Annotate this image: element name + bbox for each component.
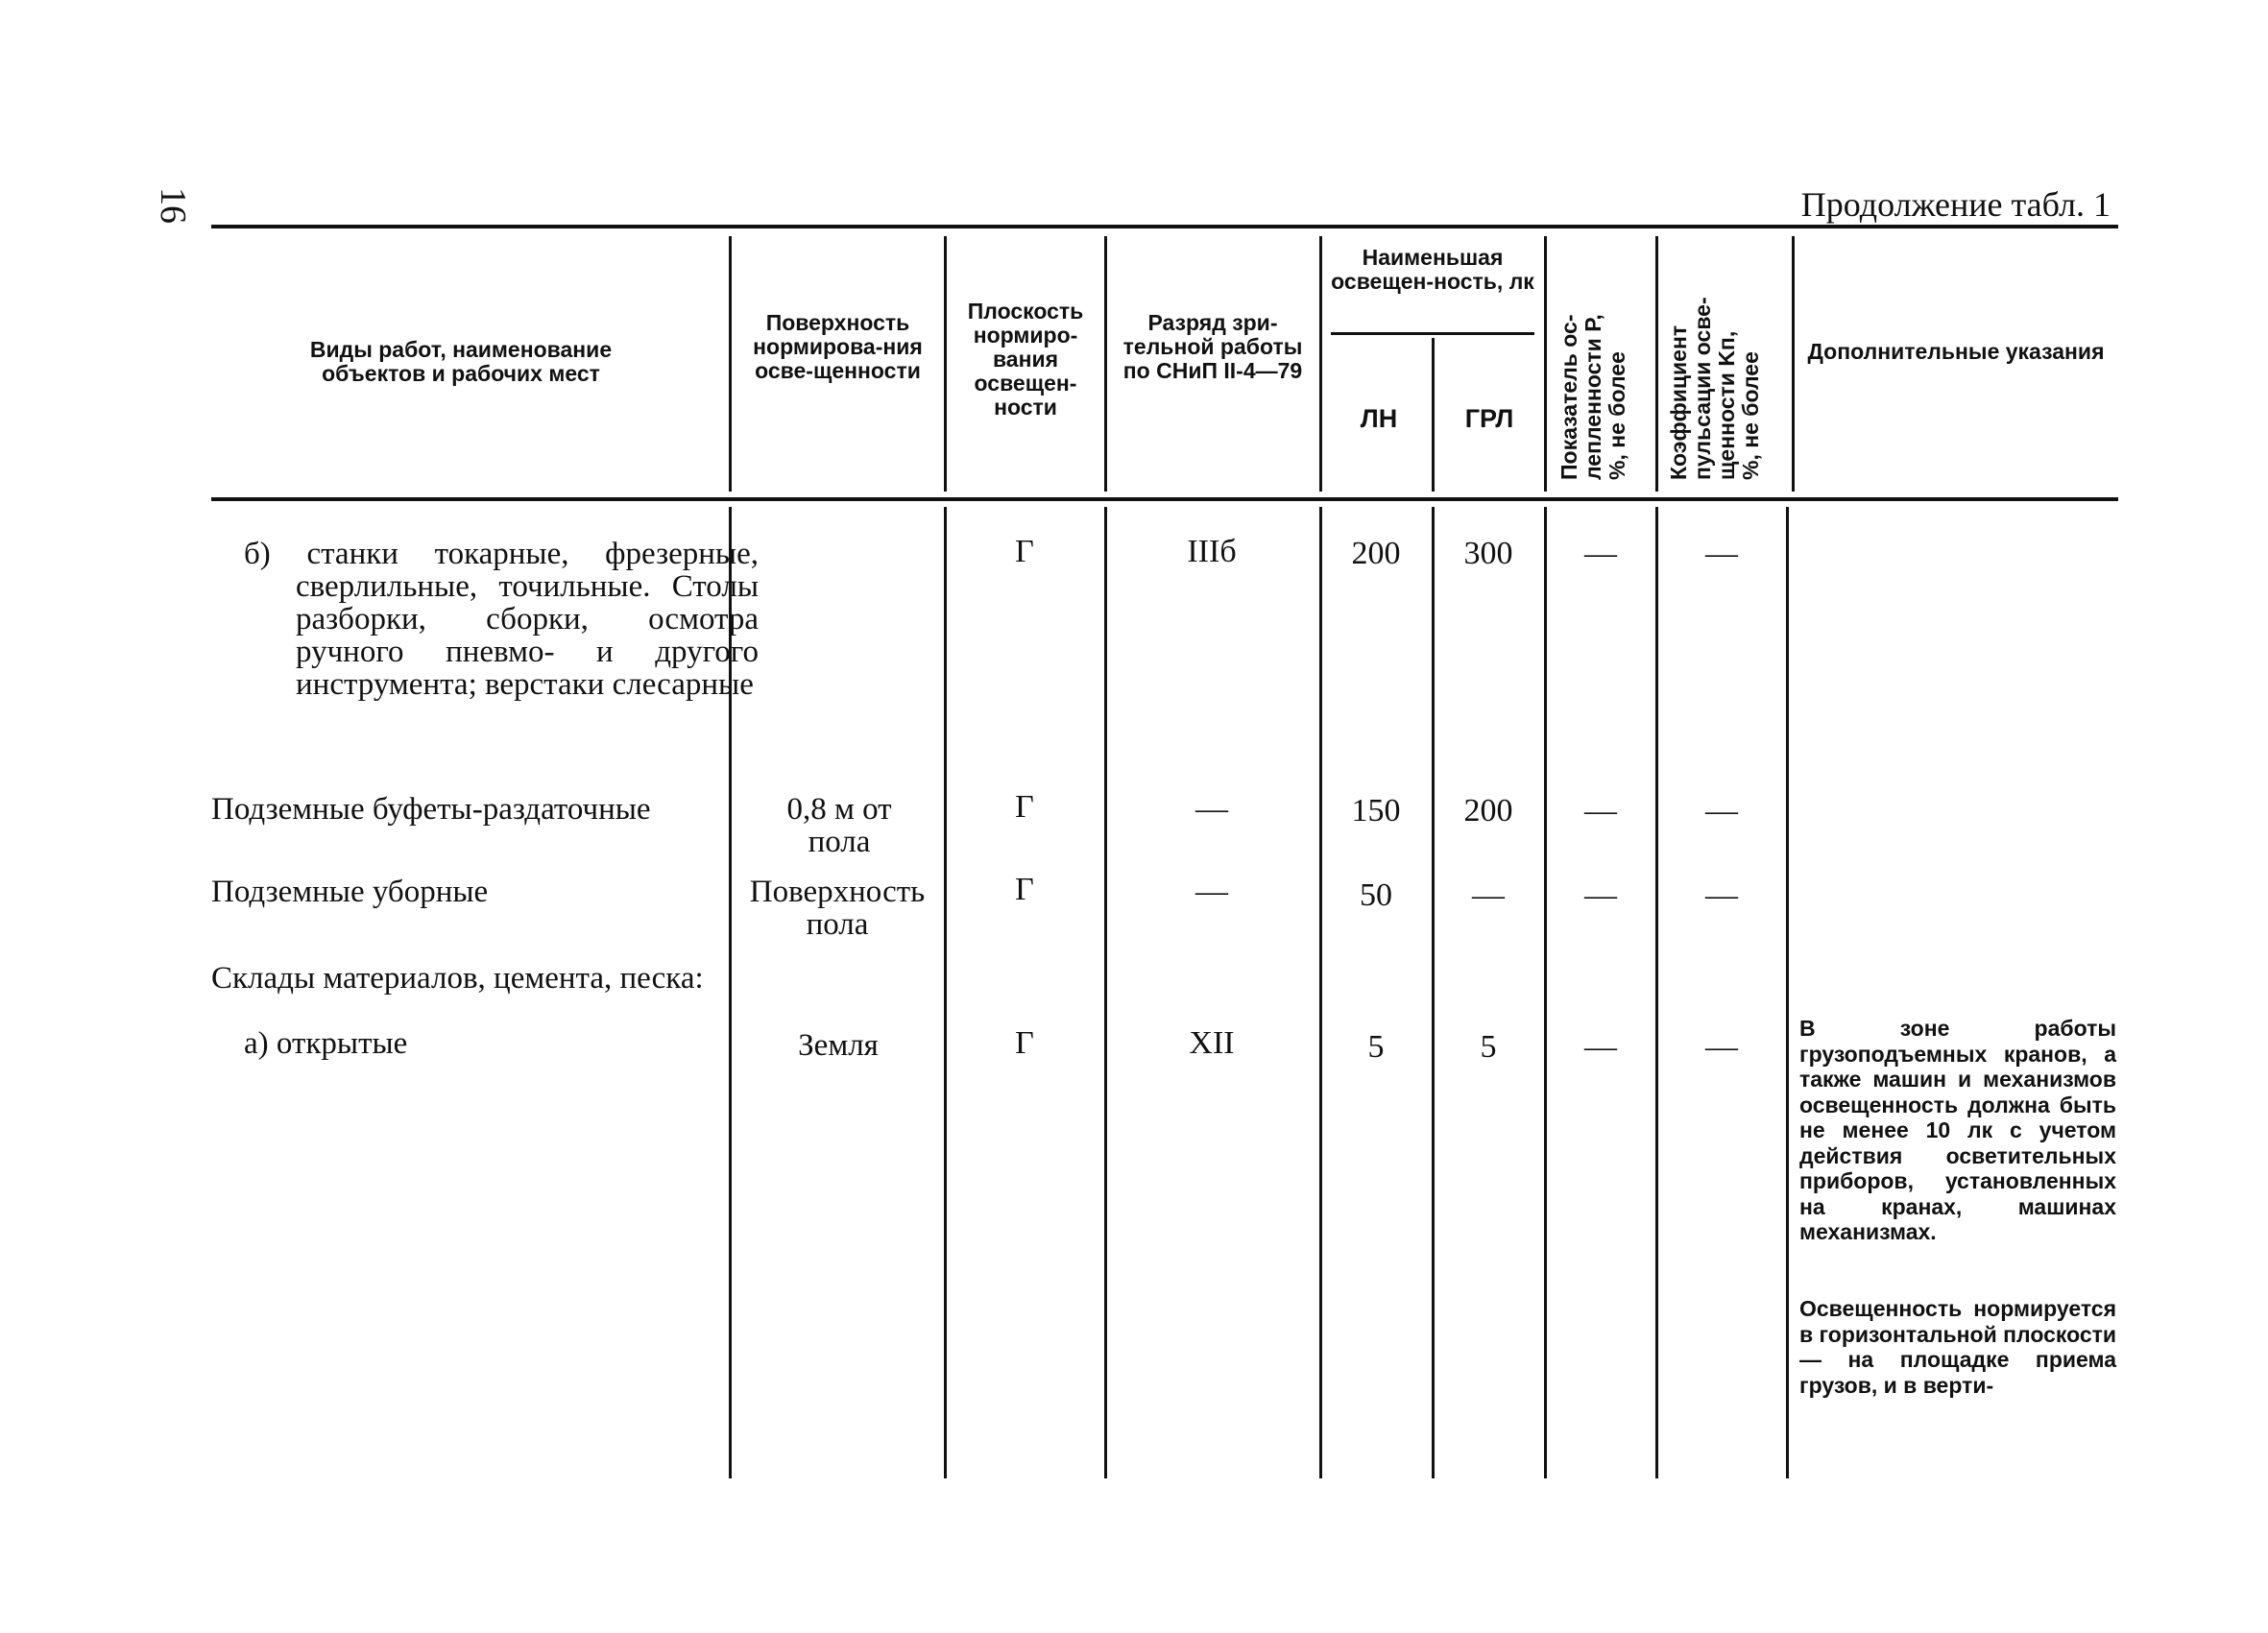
col-line xyxy=(944,236,947,492)
illum-subheader-rule xyxy=(1331,332,1534,335)
row-ln: 150 xyxy=(1351,793,1401,829)
row-grl: 300 xyxy=(1463,536,1513,571)
header-min-illumination: Наименьшая освещен-ность, лк xyxy=(1331,245,1534,294)
header-ln: ЛН xyxy=(1360,404,1398,433)
row-surface: Поверхность пола xyxy=(749,875,926,942)
header-glare-line: %, не более xyxy=(1604,351,1629,480)
row-ln: 200 xyxy=(1351,536,1401,571)
col-line xyxy=(1544,507,1547,1478)
row-glare: — xyxy=(1584,793,1617,829)
row-pulsation: — xyxy=(1705,536,1738,571)
row-grl: — xyxy=(1472,877,1505,913)
row-grl: 5 xyxy=(1480,1029,1497,1065)
row-category: — xyxy=(1195,874,1228,909)
row-work: б) станки токарные, фрезерные, сверлильные, точильные. Столы разборки, сборки, осмотра ручного пневмо- и другого инструмента; верстаки слесарные xyxy=(244,537,759,702)
col-line xyxy=(1104,236,1107,492)
header-grl: ГРЛ xyxy=(1464,404,1514,433)
header-glare-line: Показатель ос- xyxy=(1556,314,1581,480)
col-line xyxy=(1319,507,1322,1478)
row-plane: Г xyxy=(1015,789,1034,825)
row-work: Подземные уборные xyxy=(211,875,489,909)
row-work: Склады материалов, цемента, песка: xyxy=(211,961,704,996)
header-notes: Дополнительные указания xyxy=(1807,339,2105,364)
row-category: XII xyxy=(1189,1025,1235,1061)
col-line xyxy=(1544,236,1547,492)
row-glare: — xyxy=(1584,1029,1617,1065)
row-plane: Г xyxy=(1015,1025,1034,1061)
row-glare: — xyxy=(1584,877,1617,913)
col-line xyxy=(1786,507,1789,1478)
header-category: Разряд зри-тельной работы по СНиП II-4—79 xyxy=(1122,310,1303,383)
additional-note: Освещенность нормируется в горизонтальной плоскости — на площадке приема грузов, и в верти- xyxy=(1799,1296,2117,1398)
row-category: — xyxy=(1195,791,1228,827)
row-ln: 50 xyxy=(1360,877,1392,913)
page-number: 16 xyxy=(153,187,193,224)
top-rule xyxy=(211,225,2118,228)
row-plane: Г xyxy=(1015,534,1034,569)
row-surface: Земля xyxy=(798,1028,879,1063)
col-line xyxy=(1432,338,1435,492)
row-pulsation: — xyxy=(1705,1029,1738,1065)
additional-note: В зоне работы грузоподъемных кранов, а также машин и механизмов освещенность должна быть не менее 10 лк с учетом действия осветительных приборов, установленных на кранах, машинах механизмах. xyxy=(1799,1016,2116,1244)
header-work: Виды работ, наименование объектов и рабочих мест xyxy=(309,337,613,386)
header-glare-line: лепленности Р, xyxy=(1580,314,1605,480)
row-pulsation: — xyxy=(1705,877,1738,913)
header-pulsation xyxy=(1667,297,1763,480)
row-glare: — xyxy=(1584,536,1617,571)
col-line xyxy=(729,236,732,492)
header-pulsation-line: щенности Kп, xyxy=(1714,330,1739,480)
col-line xyxy=(1432,507,1435,1478)
col-line xyxy=(1319,236,1322,492)
continuation-label: Продолжение табл. 1 xyxy=(1800,185,2111,224)
row-grl: 200 xyxy=(1463,793,1513,829)
row-category: IIIб xyxy=(1187,534,1237,569)
row-ln: 5 xyxy=(1367,1029,1385,1065)
col-line xyxy=(1792,236,1795,492)
header-pulsation-line: Коэффициент xyxy=(1666,324,1691,480)
row-pulsation: — xyxy=(1705,793,1738,829)
row-work: Подземные буфеты-раздаточные xyxy=(211,792,651,827)
header-pulsation-line: %, не более xyxy=(1738,351,1763,480)
row-surface: 0,8 м от пола xyxy=(786,792,892,859)
header-glare xyxy=(1557,314,1629,480)
col-line xyxy=(1655,236,1658,492)
col-line xyxy=(1104,507,1107,1478)
row-work: а) открытые xyxy=(244,1026,408,1061)
col-line xyxy=(944,507,947,1478)
col-line xyxy=(1655,507,1658,1478)
header-bottom-rule xyxy=(211,497,2118,501)
header-surface: Поверхность нормирова-ния осве-щенности xyxy=(753,310,923,383)
header-plane: Плоскость нормиро-вания освещен-ности xyxy=(967,299,1084,420)
header-pulsation-line: пульсации осве- xyxy=(1690,297,1715,480)
row-plane: Г xyxy=(1015,872,1034,907)
